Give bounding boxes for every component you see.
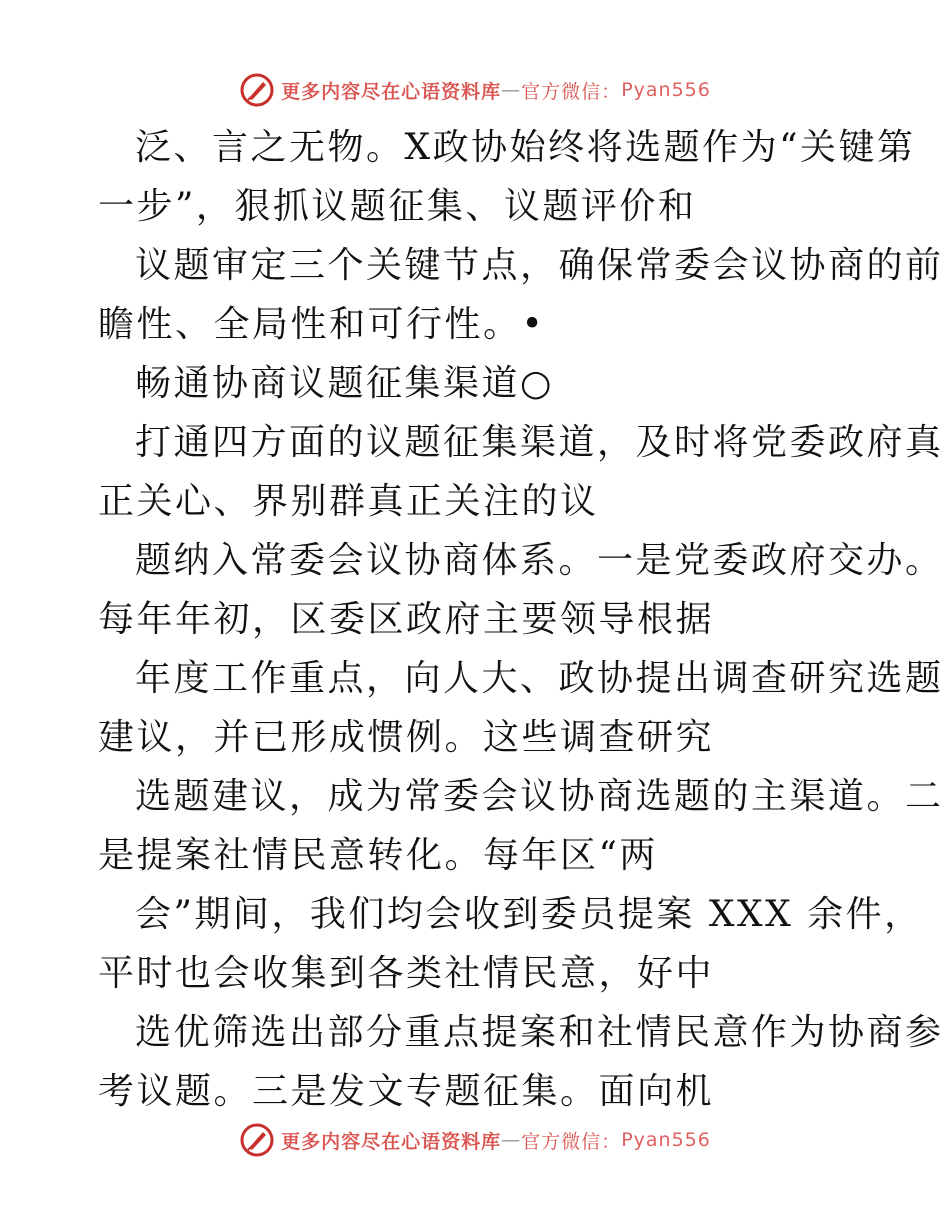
footer-banner [0,1120,950,1160]
body-line: 议题审定三个关键节点，确保常委会议协商的前 [135,245,944,286]
banner-sub-text: 官方微信： [521,1130,622,1153]
body-line: 打通四方面的议题征集渠道，及时将党委政府真 [135,422,944,463]
section-heading: 畅通协商议题征集渠道○ [135,363,554,404]
body-line: 一步”，狠抓议题征集、议题评价和 [98,186,697,227]
banner-wechat-id: Pyan556 [621,1129,711,1151]
quill-logo-icon [239,72,275,108]
body-line: 会”期间，我们均会收到委员提案 XXX 余件， [135,894,923,935]
banner-separator: — [501,1129,522,1151]
body-line: 正关心、界别群真正关注的议 [98,481,599,522]
body-line: 是提案社情民意转化。每年区“两 [98,835,658,876]
body-line: 泛、言之无物。X政协始终将选题作为“关键第 [135,127,916,168]
banner-main-text: 更多内容尽在心语资料库 [281,80,502,103]
body-line: 选题建议，成为常委会议协商选题的主渠道。二 [135,776,944,817]
body-line: 考议题。三是发文专题征集。面向机 [98,1071,715,1112]
banner-main-text: 更多内容尽在心语资料库 [281,1130,502,1153]
body-line: 题纳入常委会议协商体系。一是党委政府交办。 [135,540,944,581]
body-line: 选优筛选出部分重点提案和社情民意作为协商参 [135,1012,944,1053]
banner-separator: — [501,79,522,101]
header-banner [0,70,950,110]
body-line: 年度工作重点，向人大、政协提出调查研究选题 [135,658,944,699]
body-line: 瞻性、全局性和可行性。• [98,304,546,345]
banner-wechat-id: Pyan556 [621,79,711,101]
body-line: 建议，并已形成惯例。这些调查研究 [98,717,715,758]
banner-sub-text: 官方微信： [521,80,622,103]
quill-logo-icon [239,1122,275,1158]
body-line: 平时也会收集到各类社情民意，好中 [98,953,715,994]
body-line: 每年年初，区委区政府主要领导根据 [98,599,715,640]
document-body [98,118,944,1121]
